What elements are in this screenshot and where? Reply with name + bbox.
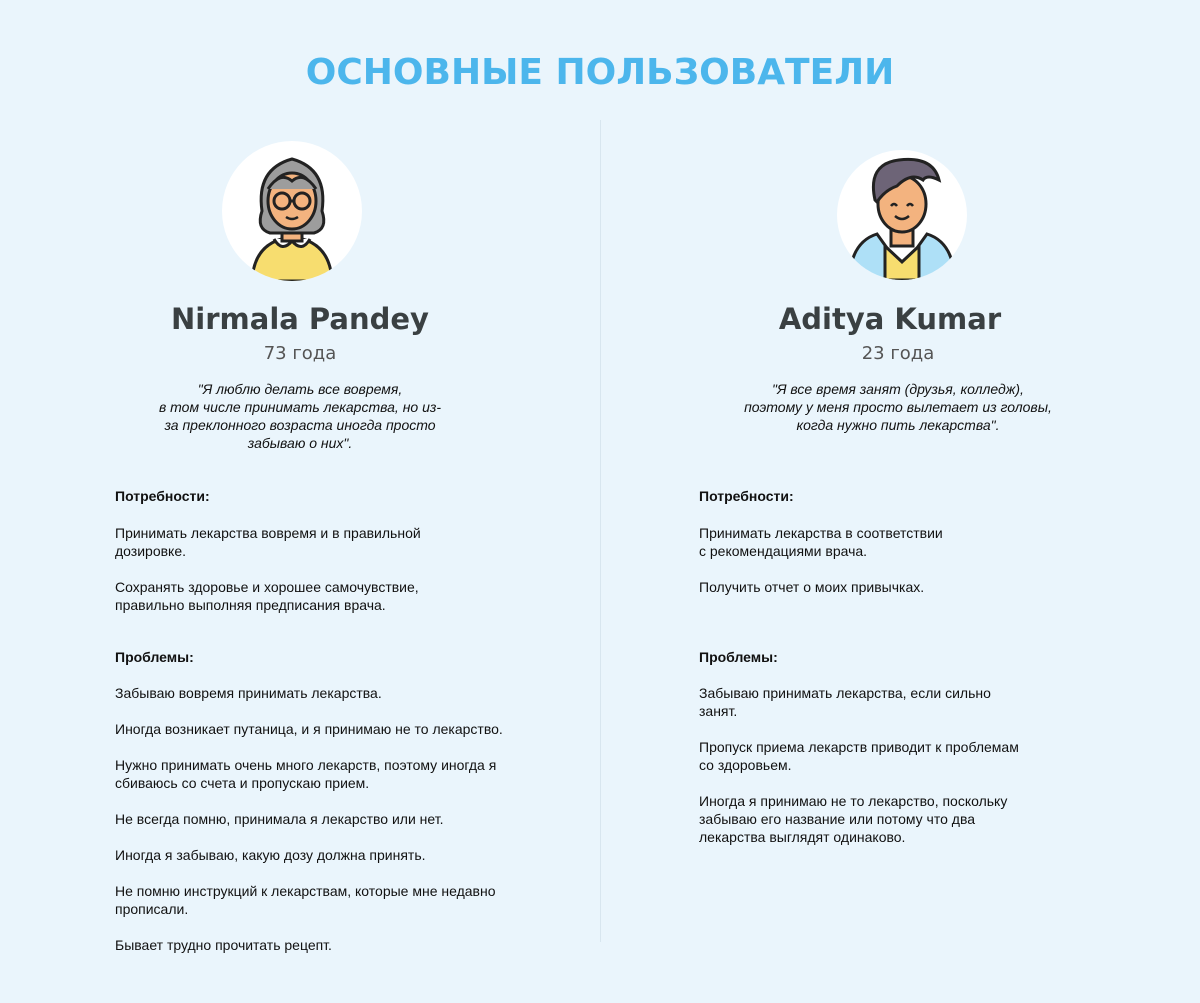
needs-heading: Потребности:: [699, 488, 794, 504]
need-item: Получить отчет о моих привычках.: [699, 579, 925, 595]
young-man-avatar-icon: [837, 150, 967, 280]
persona-name: Aditya Kumar: [778, 302, 1002, 336]
persona-age: 73 года: [263, 343, 337, 364]
need-item: Принимать лекарства в соответствии с рекомендациями врача.: [699, 525, 943, 559]
problem-item: Иногда я забываю, какую дозу должна принять.: [115, 847, 426, 863]
problem-item: Забываю вовремя принимать лекарства.: [115, 685, 382, 701]
problem-item: Забываю принимать лекарства, если сильно занят.: [699, 685, 991, 719]
problem-item: Не всегда помню, принимала я лекарство или нет.: [115, 811, 444, 827]
column-divider: [600, 120, 601, 942]
problem-item: Пропуск приема лекарств приводит к проблемам со здоровьем.: [699, 739, 1019, 773]
problem-item: Нужно принимать очень много лекарств, поэтому иногда я сбиваюсь со счета и пропускаю прием.: [115, 757, 497, 791]
problem-item: Бывает трудно прочитать рецепт.: [115, 937, 332, 953]
problems-heading: Проблемы:: [115, 649, 194, 665]
problem-item: Иногда возникает путаница, и я принимаю не то лекарство.: [115, 721, 503, 737]
persona-age: 23 года: [861, 343, 935, 364]
problem-item: Иногда я принимаю не то лекарство, поскольку забываю его название или потому что два лекарства выглядят одинаково.: [699, 793, 1008, 845]
need-item: Принимать лекарства вовремя и в правильной дозировке.: [115, 525, 421, 559]
need-item: Сохранять здоровье и хорошее самочувствие, правильно выполняя предписания врача.: [115, 579, 419, 613]
page-title: ОСНОВНЫЕ ПОЛЬЗОВАТЕЛИ: [305, 52, 895, 93]
needs-heading: Потребности:: [115, 488, 210, 504]
persona-quote: "Я люблю делать все вовремя, в том числе принимать лекарства, но из- за преклонного возраста иногда просто забываю о них".: [158, 381, 442, 451]
persona-quote: "Я все время занят (друзья, колледж), поэтому у меня просто вылетает из головы, когда нужно пить лекарства".: [744, 381, 1052, 433]
problem-item: Не помню инструкций к лекарствам, которые мне недавно прописали.: [115, 883, 496, 917]
problems-heading: Проблемы:: [699, 649, 778, 665]
persona-name: Nirmala Pandey: [171, 302, 429, 336]
elderly-woman-avatar-icon: [222, 141, 362, 281]
